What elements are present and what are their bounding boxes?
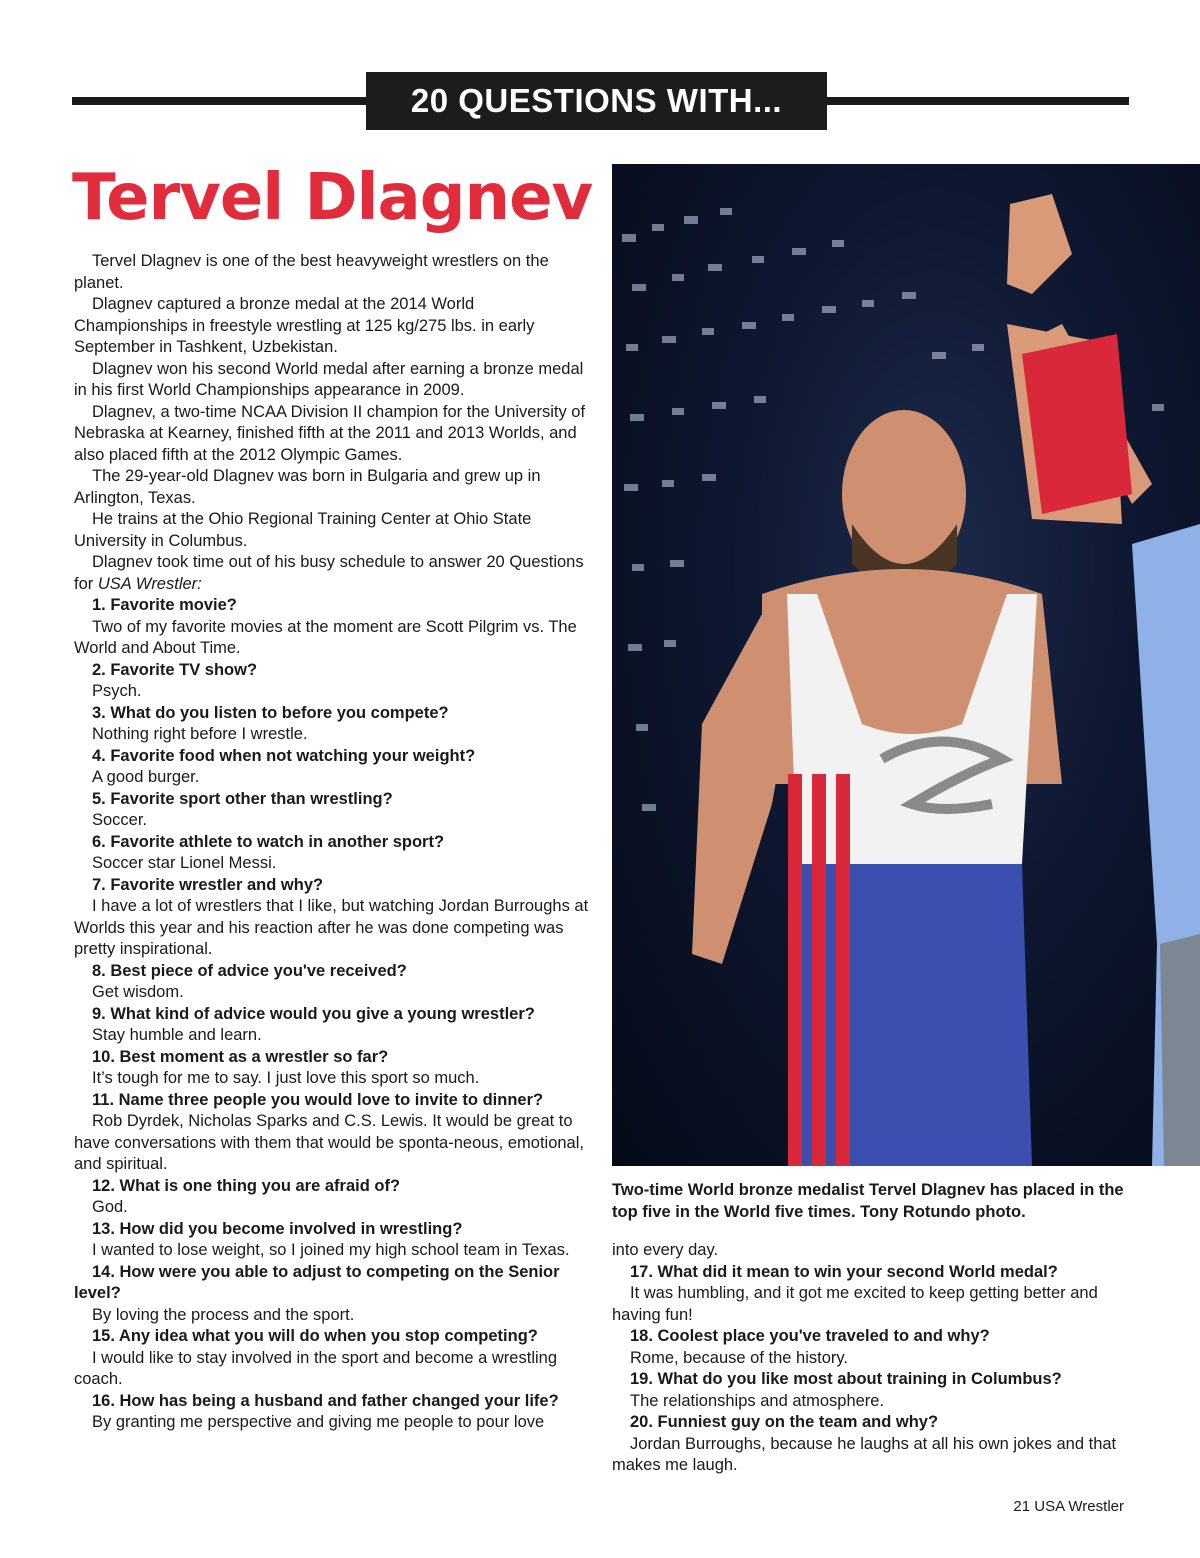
answer: Soccer. xyxy=(92,811,148,829)
answer: Nothing right before I wrestle. xyxy=(92,725,308,743)
header-rule-right xyxy=(822,97,1129,105)
answer: Stay humble and learn. xyxy=(92,1026,262,1044)
question: 17. What did it mean to win your second World medal? xyxy=(630,1262,1058,1281)
wrestler-illustration xyxy=(612,164,1200,1166)
question: 2. Favorite TV show? xyxy=(92,660,258,679)
question: 6. Favorite athlete to watch in another sport? xyxy=(92,832,445,851)
question: 13. How did you become involved in wrestling? xyxy=(92,1219,463,1238)
question: 10. Best moment as a wrestler so far? xyxy=(92,1047,389,1066)
question: 12. What is one thing you are afraid of? xyxy=(92,1176,401,1195)
article-column-left xyxy=(74,251,592,1434)
question: 4. Favorite food when not watching your weight? xyxy=(92,746,476,765)
question: 16. How has being a husband and father changed your life? xyxy=(92,1391,559,1410)
answer: Rob Dyrdek, Nicholas Sparks and C.S. Lewis. It would be great to have conversations with them that would be sponta-neous, emotional, and spiritual. xyxy=(74,1112,584,1173)
left-arm xyxy=(692,614,802,964)
question: 20. Funniest guy on the team and why? xyxy=(630,1413,939,1431)
question: 3. What do you listen to before you compete? xyxy=(92,703,449,722)
question: 11. Name three people you would love to invite to dinner? xyxy=(92,1090,544,1109)
question: 19. What do you like most about training in Columbus? xyxy=(630,1370,1062,1388)
question: 1. Favorite movie? xyxy=(92,596,237,614)
intro-paragraph-last xyxy=(74,552,592,595)
intro-paragraph: Tervel Dlagnev is one of the best heavyweight wrestlers on the planet. xyxy=(74,252,549,292)
intro-paragraph: The 29-year-old Dlagnev was born in Bulgaria and grew up in Arlington, Texas. xyxy=(74,467,541,507)
question: 9. What kind of advice would you give a young wrestler? xyxy=(92,1004,535,1023)
question: 18. Coolest place you've traveled to and why? xyxy=(630,1327,990,1345)
answer: I wanted to lose weight, so I joined my high school team in Texas. xyxy=(92,1241,570,1259)
answer: Jordan Burroughs, because he laughs at all his own jokes and that makes me laugh. xyxy=(612,1434,1117,1474)
answer: A good burger. xyxy=(92,768,200,786)
question: 7. Favorite wrestler and why? xyxy=(92,875,324,894)
header-rule-left xyxy=(72,97,372,105)
continued-text: into every day. xyxy=(612,1241,719,1259)
answer: By granting me perspective and giving me people to pour love xyxy=(92,1413,545,1431)
intro-paragraph: Dlagnev won his second World medal after earning a bronze medal in his first World Championships appearance in 2009. xyxy=(74,359,584,399)
intro-last-text: Dlagnev took time out of his busy schedule to answer 20 Questions for xyxy=(74,553,584,593)
answer: Get wisdom. xyxy=(92,983,184,1001)
answer: I have a lot of wrestlers that I like, but watching Jordan Burroughs at Worlds this year and his reaction after he was done competing was pretty inspirational. xyxy=(74,897,589,958)
answer: Psych. xyxy=(92,682,142,700)
question: 8. Best piece of advice you've received? xyxy=(92,961,407,980)
photo-caption: Two-time World bronze medalist Tervel Dlagnev has placed in the top five in the World five times. Tony Rotundo photo. xyxy=(612,1181,1124,1221)
intro-paragraph: He trains at the Ohio Regional Training Center at Ohio State University in Columbus. xyxy=(74,510,532,550)
answer: It’s tough for me to say. I just love this sport so much. xyxy=(92,1069,480,1087)
referee-pants xyxy=(1160,934,1200,1166)
question: 15. Any idea what you will do when you stop competing? xyxy=(92,1327,538,1345)
question: 14. How were you able to adjust to competing on the Senior level? xyxy=(74,1262,560,1302)
answer: The relationships and atmosphere. xyxy=(630,1391,885,1410)
answer: I would like to stay involved in the sport and become a wrestling coach. xyxy=(74,1348,557,1388)
section-banner: 20 QUESTIONS WITH... xyxy=(366,72,827,130)
intro-paragraph: Dlagnev, a two-time NCAA Division II champion for the University of Nebraska at Kearney, finished fifth at the 2011 and 2013 Worlds, and also placed fifth at the 2012 Olympic Games. xyxy=(74,402,586,464)
publication-name: USA Wrestler: xyxy=(97,574,202,593)
article-column-right xyxy=(612,1240,1122,1477)
wrestler-photo xyxy=(612,164,1200,1166)
answer: Rome, because of the history. xyxy=(630,1348,848,1367)
article-title: Tervel Dlagnev xyxy=(72,161,593,235)
raised-hand xyxy=(1007,194,1072,294)
page-folio: 21 USA Wrestler xyxy=(1013,1498,1124,1515)
singlet-stripes-lower xyxy=(788,864,850,1166)
question: 5. Favorite sport other than wrestling? xyxy=(92,789,393,808)
answer: Soccer star Lionel Messi. xyxy=(92,854,277,872)
answer: By loving the process and the sport. xyxy=(92,1305,355,1324)
answer: Two of my favorite movies at the moment are Scott Pilgrim vs. The World and About Time. xyxy=(74,617,577,657)
intro-paragraph: Dlagnev captured a bronze medal at the 2014 World Championships in freestyle wrestling at 125 kg/275 lbs. in early September in Tashkent, Uzbekistan. xyxy=(74,295,535,356)
answer: It was humbling, and it got me excited to keep getting better and having fun! xyxy=(612,1284,1098,1324)
answer: God. xyxy=(92,1198,128,1216)
